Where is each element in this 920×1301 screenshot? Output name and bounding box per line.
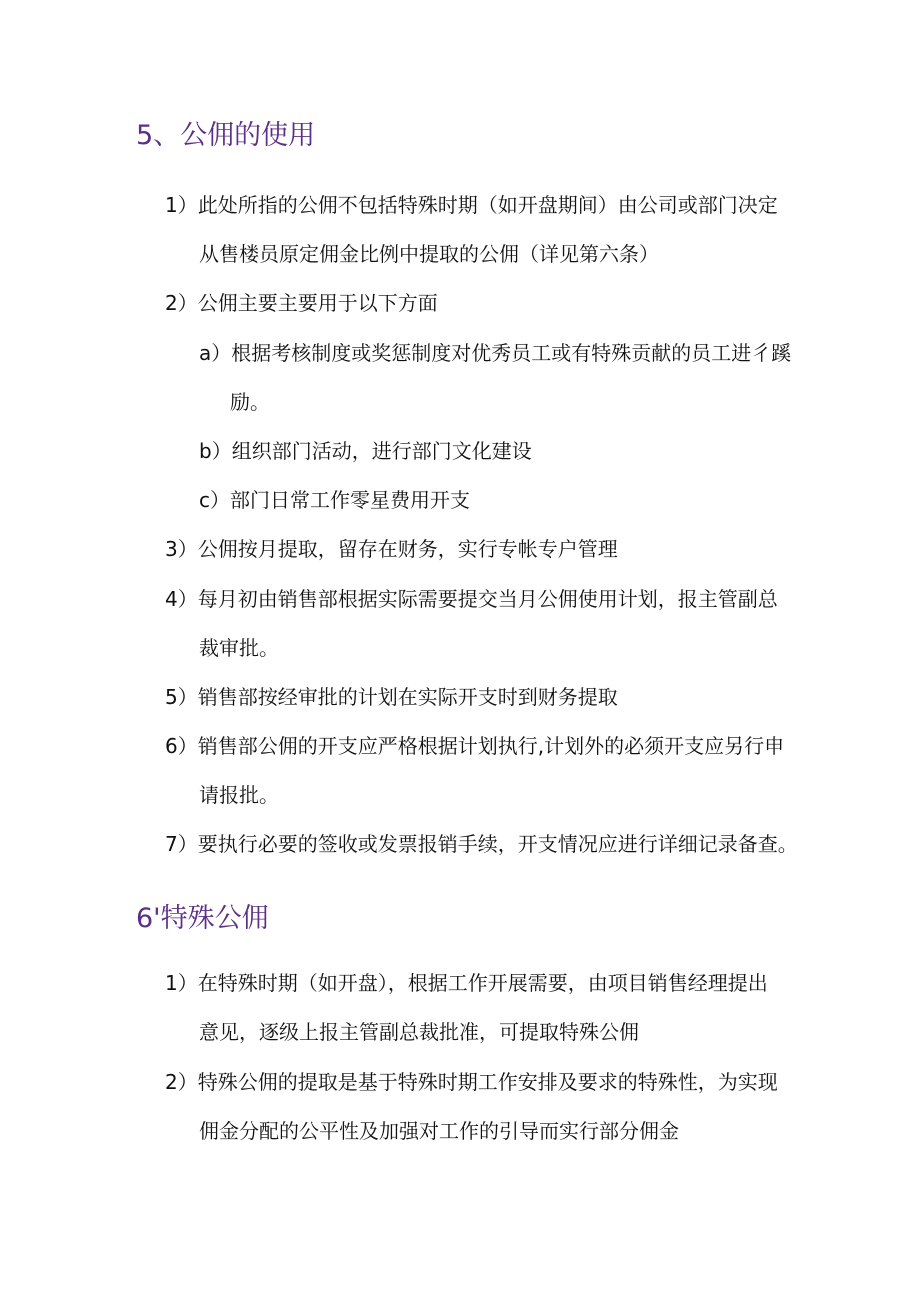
item-number: 5） bbox=[165, 685, 198, 709]
item-number: 3） bbox=[165, 537, 198, 561]
special-item-2 bbox=[165, 1072, 778, 1092]
item-number: 6） bbox=[165, 734, 198, 758]
item-text: 公佣主要主要用于以下方面 bbox=[197, 291, 438, 315]
item-text: 此处所指的公佣不包括特殊时期（如开盘期间）由公司或部门决定 bbox=[197, 193, 778, 217]
list-item-5 bbox=[165, 687, 618, 707]
item-text: 要执行必要的签收或发票报销手续，开支情况应进行详细记录备查。 bbox=[197, 832, 798, 856]
list-item-6-continuation: 请报批。 bbox=[199, 783, 279, 807]
sub-item-label: b） bbox=[199, 439, 232, 463]
list-item-4-continuation: 裁审批。 bbox=[199, 636, 279, 660]
sub-item-text: 部门日常工作零星费用开支 bbox=[230, 488, 470, 512]
item-text: 在特殊时期（如开盘），根据工作开展需要，由项目销售经理提出 bbox=[197, 971, 768, 995]
sub-item-a-continuation: 励。 bbox=[230, 390, 270, 414]
list-item-3 bbox=[165, 539, 618, 559]
special-item-1 bbox=[165, 973, 768, 993]
list-item-6 bbox=[165, 736, 784, 756]
sub-item-label: a） bbox=[199, 341, 232, 365]
sub-item-a bbox=[199, 343, 791, 363]
special-item-2-continuation: 佣金分配的公平性及加强对工作的引导而实行部分佣金 bbox=[199, 1119, 679, 1143]
list-item-7 bbox=[165, 834, 798, 854]
sub-item-b bbox=[199, 441, 532, 461]
list-item-1-continuation: 从售楼员原定佣金比例中提取的公佣（详见第六条） bbox=[199, 242, 659, 266]
item-number: 1） bbox=[165, 193, 198, 217]
list-item-4 bbox=[165, 589, 778, 609]
item-number: 1） bbox=[165, 971, 198, 995]
sub-item-text: 根据考核制度或奖惩制度对优秀员工或有特殊贡献的员工进彳蹊 bbox=[231, 341, 792, 365]
item-number: 2） bbox=[165, 291, 198, 315]
item-text: 销售部公佣的开支应严格根据计划执行,计划外的必须开支应另行申 bbox=[197, 734, 785, 758]
item-text: 公佣按月提取，留存在财务，实行专帐专户管理 bbox=[197, 537, 618, 561]
sub-item-text: 组织部门活动，进行部门文化建设 bbox=[231, 439, 532, 463]
item-number: 2） bbox=[165, 1070, 198, 1094]
special-item-1-continuation: 意见，逐级上报主管副总裁批准，可提取特殊公佣 bbox=[199, 1020, 639, 1044]
section-5-heading: 5、公佣的使用 bbox=[136, 120, 316, 151]
section-6-heading: 6'特殊公佣 bbox=[136, 903, 269, 934]
item-number: 7） bbox=[165, 832, 198, 856]
list-item-1 bbox=[165, 195, 778, 215]
item-text: 特殊公佣的提取是基于特殊时期工作安排及要求的特殊性，为实现 bbox=[197, 1070, 778, 1094]
sub-item-c bbox=[199, 490, 470, 510]
item-text: 每月初由销售部根据实际需要提交当月公佣使用计划，报主管副总 bbox=[197, 587, 778, 611]
item-text: 销售部按经审批的计划在实际开支时到财务提取 bbox=[197, 685, 618, 709]
list-item-2 bbox=[165, 293, 438, 313]
sub-item-label: c） bbox=[199, 488, 230, 512]
item-number: 4） bbox=[165, 587, 198, 611]
